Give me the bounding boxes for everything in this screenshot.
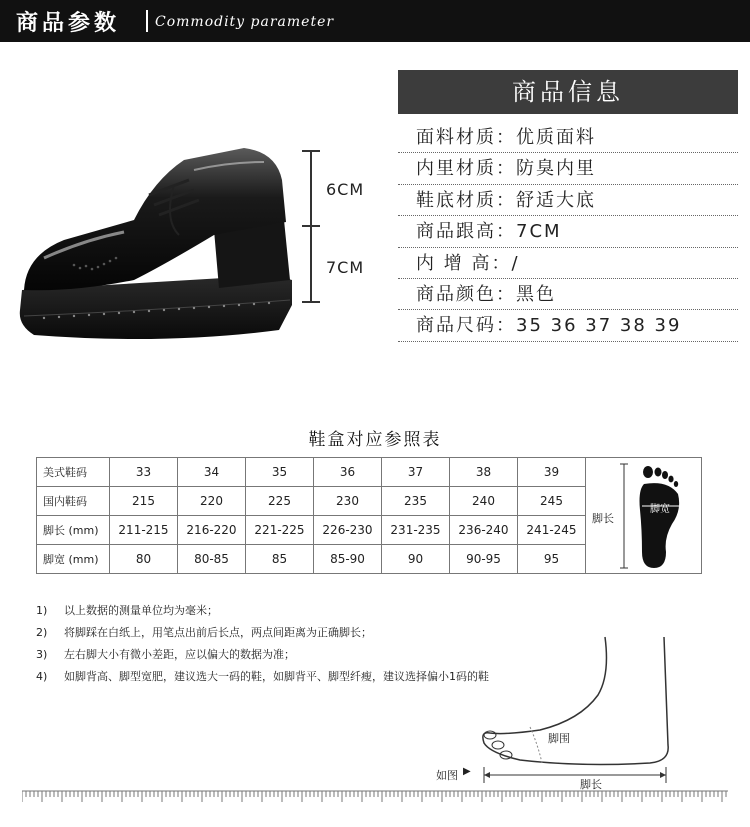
table-cell: 221-225 — [246, 516, 314, 545]
size-table-title: 鞋盒对应参照表 — [308, 430, 442, 450]
info-row: 鞋底材质：舒适大底 — [398, 185, 738, 216]
foot-sole-icon — [586, 460, 700, 572]
dimension-tick-middle — [302, 225, 320, 227]
table-cell: 241-245 — [518, 516, 586, 545]
table-cell: 35 — [246, 458, 314, 487]
foot-measure-diagram — [420, 635, 700, 790]
table-cell: 225 — [246, 487, 314, 516]
table-cell: 230 — [314, 487, 382, 516]
note-text: 以上数据的测量单位均为毫米； — [64, 604, 218, 617]
table-cell: 240 — [450, 487, 518, 516]
table-cell: 226-230 — [314, 516, 382, 545]
foot-girth-label: 脚围 — [548, 732, 570, 745]
note-text: 如脚背高、脚型宽肥，建议选大一码的鞋，如脚背平、脚型纤瘦，建议选择偏小1码的鞋 — [64, 670, 489, 683]
product-info-panel — [398, 70, 738, 342]
foot-diagram-cell — [586, 458, 702, 574]
ruler-decoration — [22, 790, 728, 804]
header-bar — [0, 0, 750, 42]
table-cell: 38 — [450, 458, 518, 487]
diagram-length-label: 脚长 — [580, 778, 602, 791]
table-cell: 215 — [110, 487, 178, 516]
product-info-heading: 商品信息 — [398, 70, 738, 114]
row-label: 脚宽 (mm) — [37, 545, 110, 574]
info-row: 商品尺码：35 36 37 38 39 — [398, 310, 738, 341]
row-label: 脚长 (mm) — [37, 516, 110, 545]
table-cell: 85-90 — [314, 545, 382, 574]
note-item — [36, 600, 489, 622]
table-cell: 37 — [382, 458, 450, 487]
shoe-image — [14, 140, 304, 355]
table-cell: 90 — [382, 545, 450, 574]
section-subtitle: Commodity parameter — [155, 14, 335, 30]
table-cell: 90-95 — [450, 545, 518, 574]
table-cell: 80-85 — [178, 545, 246, 574]
heel-height-label: 7CM — [326, 258, 365, 277]
note-text: 将脚踩在白纸上，用笔点出前后长点，两点间距离为正确脚长； — [64, 626, 372, 639]
note-text: 左右脚大小有微小差距，应以偏大的数据为准； — [64, 648, 295, 661]
note-number: 4) — [36, 670, 48, 683]
info-row: 商品颜色：黑色 — [398, 279, 738, 310]
size-table — [36, 457, 702, 574]
row-label: 美式鞋码 — [37, 458, 110, 487]
table-cell: 211-215 — [110, 516, 178, 545]
note-number: 2) — [36, 626, 48, 639]
as-shown-label: 如图 — [436, 769, 458, 782]
table-cell: 245 — [518, 487, 586, 516]
upper-height-label: 6CM — [326, 180, 365, 199]
note-number: 1) — [36, 604, 48, 617]
info-row: 内 增 高：/ — [398, 248, 738, 279]
section-title: 商品参数 — [16, 11, 121, 36]
table-cell: 85 — [246, 545, 314, 574]
info-row: 内里材质：防臭内里 — [398, 153, 738, 184]
table-cell: 34 — [178, 458, 246, 487]
arrow-right-icon: ▶ — [463, 766, 471, 777]
table-row — [37, 458, 702, 487]
foot-outline-icon — [420, 635, 700, 790]
dimension-tick-bottom — [302, 301, 320, 303]
foot-length-label: 脚长 — [592, 511, 614, 525]
dimension-tick-top — [302, 150, 320, 152]
table-cell: 80 — [110, 545, 178, 574]
table-cell: 95 — [518, 545, 586, 574]
foot-width-label: 脚宽 — [650, 503, 670, 515]
info-row: 商品跟高：7CM — [398, 216, 738, 247]
note-number: 3) — [36, 648, 48, 661]
table-cell: 231-235 — [382, 516, 450, 545]
table-cell: 236-240 — [450, 516, 518, 545]
table-cell: 33 — [110, 458, 178, 487]
table-cell: 235 — [382, 487, 450, 516]
title-divider — [146, 10, 148, 32]
table-cell: 220 — [178, 487, 246, 516]
table-cell: 39 — [518, 458, 586, 487]
row-label: 国内鞋码 — [37, 487, 110, 516]
info-row: 面料材质：优质面料 — [398, 122, 738, 153]
table-cell: 36 — [314, 458, 382, 487]
table-cell: 216-220 — [178, 516, 246, 545]
